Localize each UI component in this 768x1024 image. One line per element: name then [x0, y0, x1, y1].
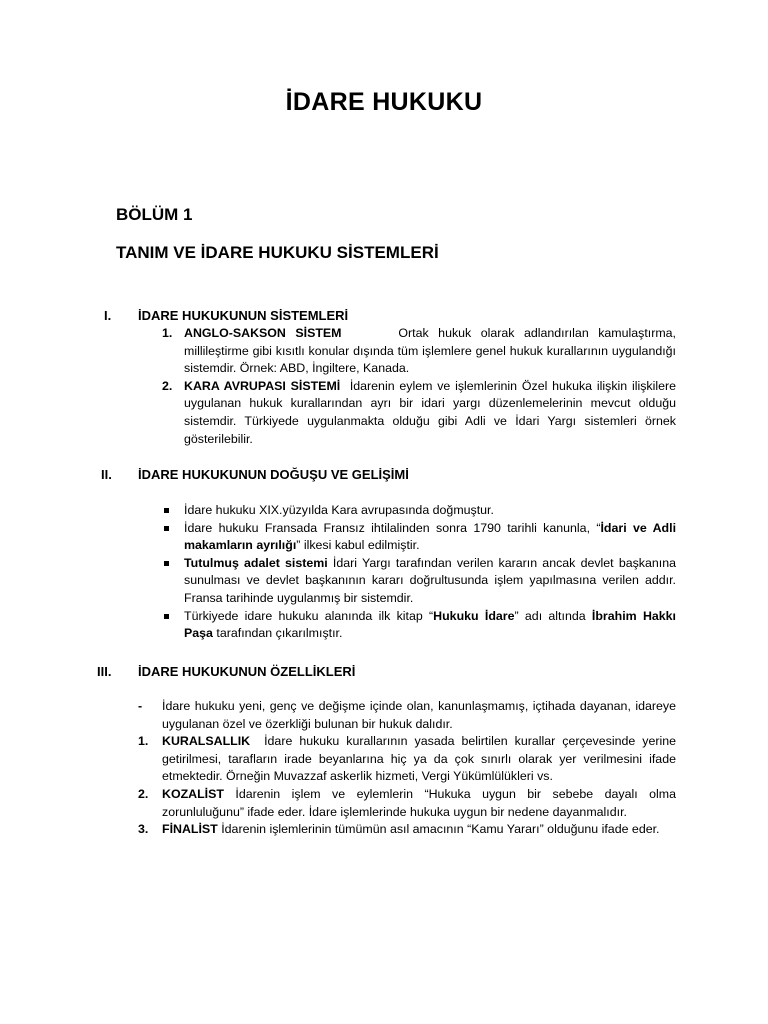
section-number: II. — [101, 467, 112, 482]
item-text: İdarenin eylem ve işlemlerinin Özel hukuka ilişkin ilişkilere uygulanan hukuk kurallarından ayrı bir idari yargı düzenlemelerinin mevcut olduğu sistemdir. Türkiyede uygulanmakta olduğu gibi Adli ve İdari Yargı sistemleri örnek gösterilebilir. — [184, 378, 677, 446]
document-title: İDARE HUKUKU — [285, 88, 483, 116]
item-dash: - — [138, 699, 143, 713]
item-text: İdare hukuku kurallarının yasada belirtilen kurallar çerçevesinde yerine getirilmesi, tarafların irade beyanlarına hiç ya da çok sınırlı olarak yer verilmesini ifade etmektedir. Örneğin Muvazzaf askerlik hizmeti, Vergi Yükümlülükleri vs. — [162, 734, 676, 784]
numbered-item — [162, 325, 677, 378]
bullet-bold-text: İdari ve Adli makamların ayrılığı — [184, 520, 677, 553]
bullet-text: ” adı altında — [514, 608, 592, 623]
dash-item — [138, 698, 676, 733]
section-title: İDARE HUKUKUNUN DOĞUŞU VE GELİŞİMİ — [138, 467, 409, 482]
square-bullet-icon — [164, 526, 169, 531]
bullet-item — [184, 608, 676, 643]
numbered-item — [138, 786, 676, 821]
section-number: I. — [104, 308, 112, 323]
item-number: 3. — [138, 822, 149, 837]
item-number: 2. — [162, 378, 173, 393]
numbered-item — [138, 821, 676, 839]
bullet-bold-text: Tutulmuş adalet sistemi — [184, 555, 328, 570]
item-text: Ortak hukuk olarak adlandırılan kamulaştırma, millileştirme gibi kısıtlı konular dışında tüm işlemlere genel hukuk kurallarının uygulandığı sistemdir. Örnek: ABD, İngiltere, Kanada. — [184, 326, 677, 376]
square-bullet-icon — [164, 614, 169, 619]
chapter-subtitle: TANIM VE İDARE HUKUKU SİSTEMLERİ — [116, 243, 439, 262]
section-3-list — [138, 698, 676, 839]
section-title: İDARE HUKUKUNUN ÖZELLİKLERİ — [138, 664, 356, 679]
item-number: 1. — [138, 734, 149, 749]
item-term: KOZALİST — [162, 786, 224, 801]
item-term: KARA AVRUPASI SİSTEMİ — [184, 378, 341, 393]
section-1-list — [162, 325, 677, 448]
bullet-item — [184, 555, 676, 608]
bullet-text: Türkiyede idare hukuku alanında ilk kitap “ — [184, 608, 434, 623]
bullet-text: ” ilkesi kabul edilmiştir. — [296, 538, 420, 553]
bullet-text: tarafından çıkarılmıştır. — [212, 626, 343, 641]
item-term: ANGLO-SAKSON SİSTEM — [184, 326, 342, 340]
numbered-item — [162, 378, 677, 448]
square-bullet-icon — [164, 561, 169, 566]
bullet-text: İdare hukuku Fransada Fransız ihtilalinden sonra 1790 tarihli kanunla, “ — [184, 520, 601, 535]
bullet-bold-text: Hukuku İdare — [433, 608, 515, 623]
numbered-item — [138, 733, 676, 786]
section-title: İDARE HUKUKUNUN SİSTEMLERİ — [138, 308, 349, 323]
item-term: FİNALİST — [162, 822, 218, 837]
bullet-text: İdare hukuku XIX.yüzyılda Kara avrupasında doğmuştur. — [184, 503, 494, 517]
item-text: İdare hukuku yeni, genç ve değişme içinde olan, kanunlaşmamış, içtihada dayanan, idareye uygulanan özel ve özerkliği bulunan bir hukuk dalıdır. — [162, 699, 676, 731]
item-number: 2. — [138, 786, 149, 801]
item-term: KURALSALLIK — [162, 734, 251, 749]
section-number: III. — [97, 664, 112, 679]
bullet-item — [184, 502, 676, 520]
bullet-bold-text: İbrahim Hakkı Paşa — [184, 608, 677, 641]
item-number: 1. — [162, 326, 173, 340]
bullet-text: İdari Yargı tarafından verilen kararın ancak devlet başkanına sunulması ve devlet başkanının kararı doğrultusunda işlem yapılmasına verilen addır. Fransa tarihinde uygulanmış bir sistemdir. — [184, 555, 676, 605]
section-2-bullets — [184, 502, 676, 643]
item-text: İdarenin işlem ve eylemlerin “Hukuka uygun bir sebebe dayalı olma zorunluluğunu” ifade eder. İdare işlemlerinde hukuka uygun bir nedene dayanmalıdır. — [162, 786, 676, 819]
item-text: İdarenin işlemlerinin tümümün asıl amacının “Kamu Yararı” olduğunu ifade eder. — [221, 822, 660, 837]
bullet-item — [184, 520, 676, 555]
square-bullet-icon — [164, 508, 169, 513]
chapter-heading: BÖLÜM 1 — [116, 205, 193, 224]
